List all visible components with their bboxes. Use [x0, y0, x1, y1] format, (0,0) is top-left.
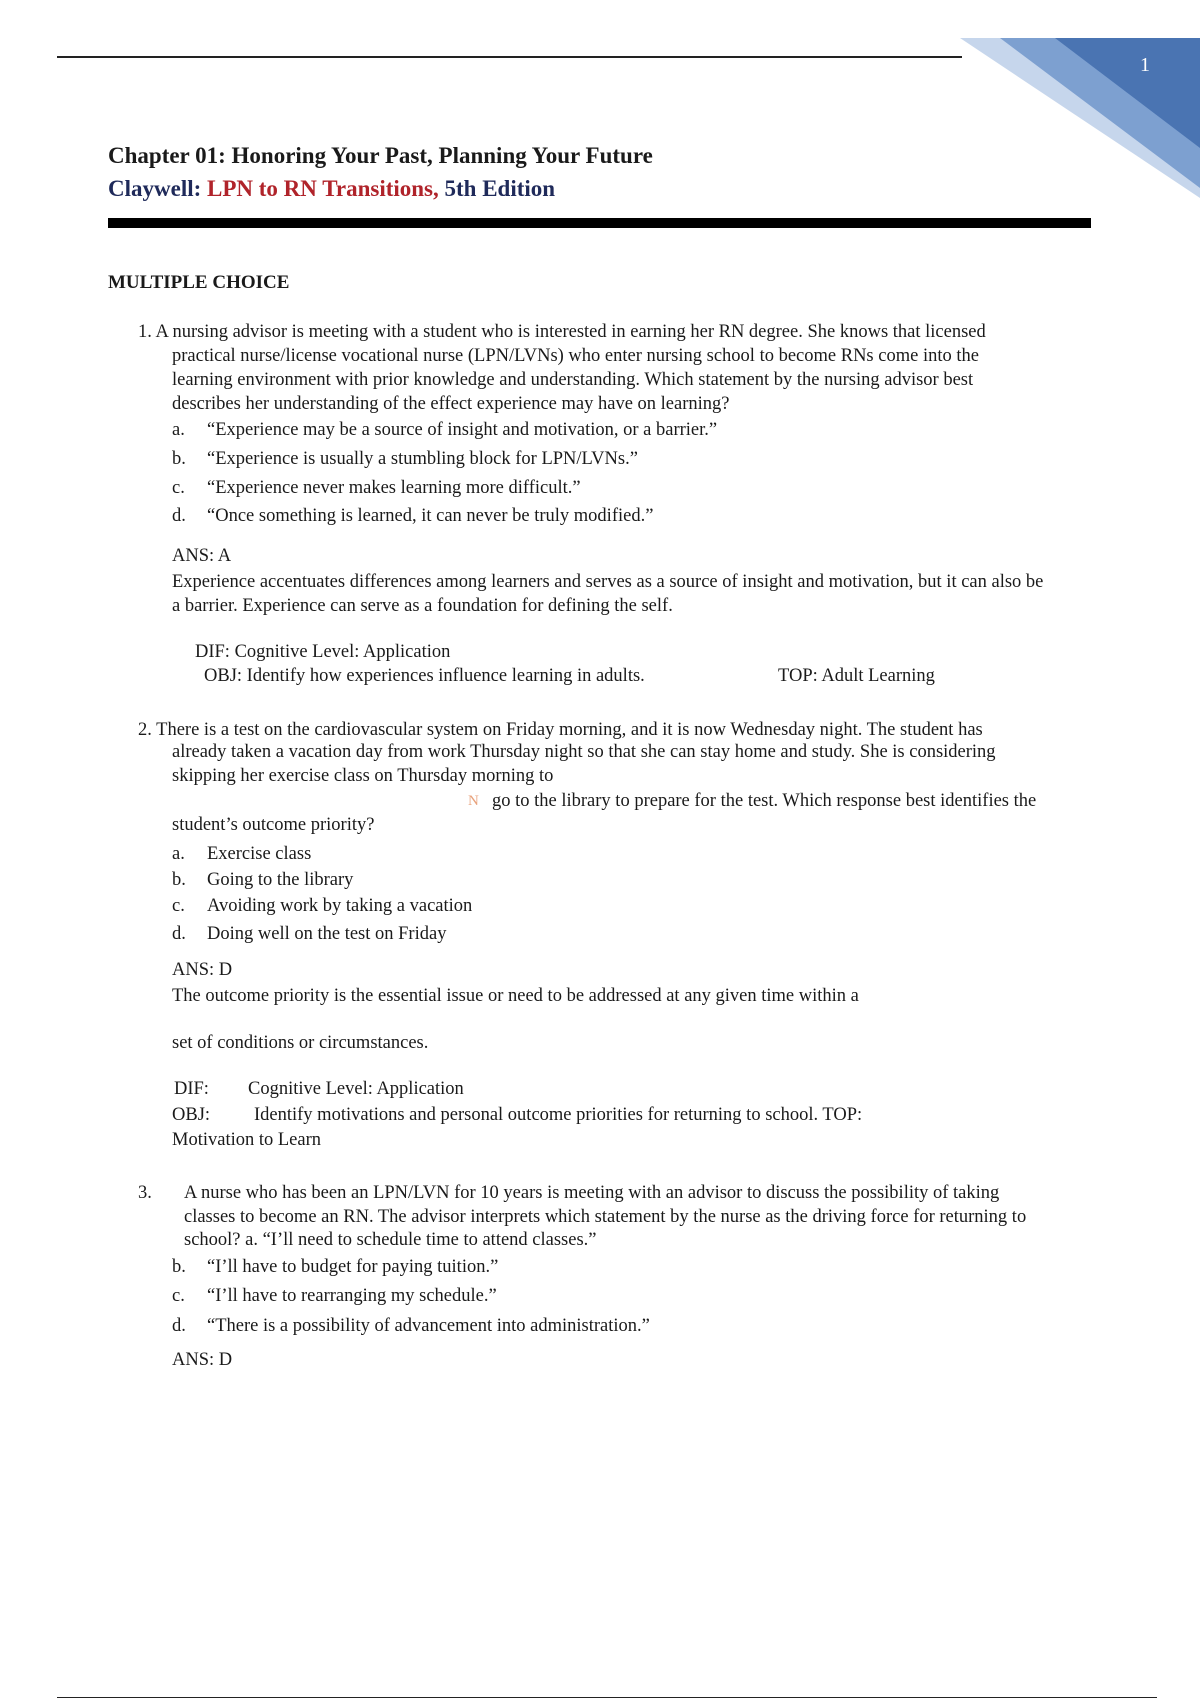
corner-decoration: [960, 38, 1200, 198]
q2-stem-line: student’s outcome priority?: [172, 815, 375, 835]
q1-stem-line: practical nurse/license vocational nurse (LPN/LVNs) who enter nursing school to become RNs come into the: [172, 346, 979, 366]
chapter-title: Chapter 01: Honoring Your Past, Planning Your Future: [108, 143, 653, 168]
q3-option-b: “I’ll have to budget for paying tuition.”: [207, 1257, 499, 1277]
q2-objective-label: OBJ:: [172, 1105, 211, 1125]
q2-option-letter: d.: [172, 924, 186, 944]
q3-stem-line: school? a. “I’ll need to schedule time to attend classes.”: [184, 1230, 597, 1250]
q3-option-c: “I’ll have to rearranging my schedule.”: [207, 1286, 497, 1306]
subtitle-book: LPN to RN Transitions,: [207, 176, 445, 201]
q3-option-letter: c.: [172, 1286, 185, 1306]
q2-option-a: Exercise class: [207, 844, 312, 864]
q1-stem-line: describes her understanding of the effect experience may have on learning?: [172, 394, 730, 414]
header-rule: [57, 56, 962, 58]
q1-option-d: “Once something is learned, it can never be truly modified.”: [207, 506, 654, 526]
q1-option-c: “Experience never makes learning more difficult.”: [207, 478, 581, 498]
q2-objective-value: Identify motivations and personal outcome priorities for returning to school. TOP:: [254, 1105, 863, 1125]
q2-option-letter: b.: [172, 870, 186, 890]
q2-answer: ANS: D: [172, 960, 233, 980]
section-title: MULTIPLE CHOICE: [108, 272, 290, 293]
q1-option-letter: d.: [172, 506, 186, 526]
q2-stem-line: 2. There is a test on the cardiovascular system on Friday morning, and it is now Wednesday night. The student has: [138, 720, 983, 740]
q2-option-d: Doing well on the test on Friday: [207, 924, 447, 944]
q3-stem-line: A nurse who has been an LPN/LVN for 10 years is meeting with an advisor to discuss the possibility of taking: [184, 1183, 1000, 1203]
q2-option-letter: c.: [172, 896, 185, 916]
q1-option-letter: a.: [172, 420, 185, 440]
q3-option-letter: b.: [172, 1257, 186, 1277]
q1-option-b: “Experience is usually a stumbling block for LPN/LVNs.”: [207, 449, 638, 469]
q3-number: 3.: [138, 1183, 152, 1203]
q3-answer: ANS: D: [172, 1350, 233, 1370]
q2-option-c: Avoiding work by taking a vacation: [207, 896, 473, 916]
q1-objective: OBJ: Identify how experiences influence learning in adults.: [204, 666, 645, 686]
q1-option-letter: c.: [172, 478, 185, 498]
title-divider: [108, 218, 1091, 228]
q1-stem-line: 1. A nursing advisor is meeting with a student who is interested in earning her RN degree. She knows that licensed: [138, 322, 986, 342]
q1-rationale-line: a barrier. Experience can serve as a foundation for defining the self.: [172, 596, 673, 616]
q1-answer: ANS: A: [172, 546, 232, 566]
q2-option-letter: a.: [172, 844, 185, 864]
q3-option-letter: d.: [172, 1316, 186, 1336]
q1-option-letter: b.: [172, 449, 186, 469]
q2-stem-line: skipping her exercise class on Thursday morning to: [172, 766, 554, 786]
q2-rationale-line: The outcome priority is the essential issue or need to be addressed at any given time within a: [172, 986, 859, 1006]
page-number: 1: [1140, 54, 1150, 76]
q1-stem-line: learning environment with prior knowledge and understanding. Which statement by the nursing advisor best: [172, 370, 974, 390]
q2-difficulty-value: Cognitive Level: Application: [248, 1079, 464, 1099]
q1-difficulty: DIF: Cognitive Level: Application: [195, 642, 451, 662]
q1-rationale-line: Experience accentuates differences among learners and serves as a source of insight and motivation, but it can also be: [172, 572, 1044, 592]
q2-topic: Motivation to Learn: [172, 1130, 321, 1150]
q2-difficulty-label: DIF:: [174, 1079, 209, 1099]
q2-option-b: Going to the library: [207, 870, 354, 890]
q2-stem-line: go to the library to prepare for the test. Which response best identifies the: [492, 791, 1037, 811]
footer-rule: [57, 1697, 1157, 1698]
q3-option-d: “There is a possibility of advancement into administration.”: [207, 1316, 650, 1336]
q2-stem-line: already taken a vacation day from work Thursday night so that she can stay home and study. She is considering: [172, 742, 996, 762]
q2-accent-mark: N: [468, 793, 479, 809]
q2-rationale-line: set of conditions or circumstances.: [172, 1033, 429, 1053]
book-subtitle: [108, 176, 555, 202]
subtitle-edition: 5th Edition: [444, 176, 556, 201]
q1-topic: TOP: Adult Learning: [778, 666, 935, 686]
q3-stem-line: classes to become an RN. The advisor interprets which statement by the nurse as the driving force for returning to: [184, 1207, 1027, 1227]
q1-option-a: “Experience may be a source of insight and motivation, or a barrier.”: [207, 420, 718, 440]
subtitle-author: Claywell:: [108, 176, 208, 201]
